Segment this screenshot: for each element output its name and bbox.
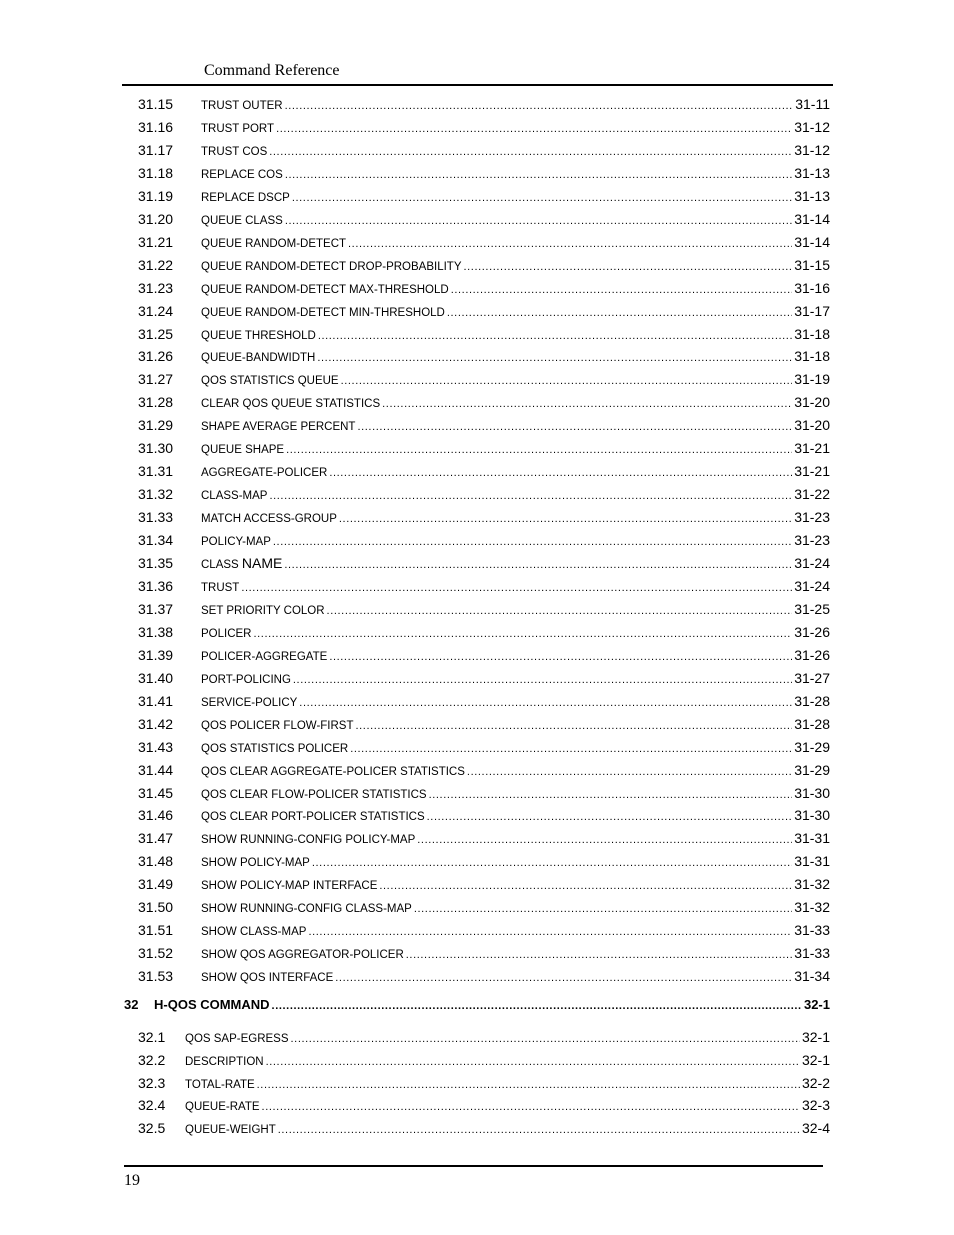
toc-entry[interactable]	[138, 624, 830, 644]
dot-leader	[382, 398, 792, 410]
dot-leader	[293, 674, 792, 686]
dot-leader	[269, 490, 792, 502]
toc-entry[interactable]	[138, 693, 830, 713]
toc-chapter-32[interactable]	[124, 997, 830, 1017]
entry-title	[201, 398, 380, 410]
entry-page: 31-30	[794, 784, 830, 801]
entry-page: 31-31	[794, 830, 830, 847]
entry-title-text: TRUST OUTER	[201, 100, 283, 112]
entry-page: 31-31	[794, 853, 830, 870]
entry-number: 31.30	[138, 440, 174, 457]
toc-entry[interactable]	[138, 394, 830, 414]
entry-title	[201, 789, 427, 801]
toc-entry[interactable]	[138, 1075, 830, 1095]
chapter-title: H-QOS COMMAND	[154, 997, 270, 1012]
entry-page: 31-33	[794, 922, 830, 939]
entry-title	[201, 857, 310, 869]
entry-number: 31.48	[138, 853, 174, 870]
entry-title-text: QUEUE RANDOM-DETECT MAX-THRESHOLD	[201, 283, 449, 296]
entry-title-text: SHOW RUNNING-CONFIG CLASS-MAP	[201, 903, 412, 916]
entry-title-text: TRUST	[201, 581, 240, 594]
entry-page: 31-25	[794, 600, 830, 617]
entry-title-text: POLICER	[201, 627, 252, 640]
entry-page: 31-34	[794, 968, 830, 985]
entry-page: 31-29	[794, 761, 830, 778]
entry-number: 31.37	[138, 600, 174, 617]
dot-leader	[350, 743, 792, 755]
dot-leader	[429, 789, 793, 801]
dot-leader	[447, 307, 792, 319]
entry-title-text: QUEUE THRESHOLD	[201, 329, 316, 342]
dot-leader	[278, 1124, 800, 1136]
entry-title-text: QOS CLEAR AGGREGATE-POLICER STATISTICS	[201, 765, 465, 778]
entry-number: 31.44	[138, 761, 174, 778]
toc-entry[interactable]	[138, 509, 830, 529]
entry-title	[201, 697, 297, 709]
entry-title-text: AGGREGATE-POLICER	[201, 467, 328, 480]
toc-entry[interactable]	[138, 1097, 830, 1117]
toc-entry[interactable]	[138, 762, 830, 782]
dot-leader	[266, 1056, 800, 1068]
entry-page: 31-27	[794, 669, 830, 686]
entry-title-text: SET PRIORITY COLOR	[201, 604, 325, 617]
entry-page: 31-15	[794, 256, 830, 273]
entry-title	[185, 1101, 260, 1113]
entry-title	[201, 215, 283, 227]
entry-title	[201, 330, 316, 342]
entry-title-text: CLEAR QOS QUEUE STATISTICS	[201, 398, 381, 411]
dot-leader	[317, 352, 792, 364]
toc-entry[interactable]	[138, 165, 830, 185]
dot-leader	[357, 421, 792, 433]
entry-title-text: SHOW POLICY-MAP	[201, 857, 310, 870]
entry-number: 31.15	[138, 96, 174, 112]
entry-title-text: QUEUE-BANDWIDTH	[201, 352, 316, 365]
entry-page: 31-32	[794, 876, 830, 893]
entry-number: 32.3	[138, 1074, 166, 1091]
entry-number: 32.2	[138, 1051, 166, 1068]
toc-entry[interactable]	[138, 440, 830, 460]
entry-title-text: CLASS-MAP	[201, 490, 268, 503]
entry-title	[201, 743, 348, 755]
entry-page: 31-20	[794, 417, 830, 434]
entry-title	[201, 880, 377, 892]
entry-page: 31-13	[794, 164, 830, 181]
entry-title	[201, 146, 267, 158]
dot-leader	[379, 880, 792, 892]
dot-leader	[273, 536, 792, 548]
entry-title-text: TOTAL-RATE	[185, 1078, 255, 1091]
entry-title-text: QUEUE RANDOM-DETECT DROP-PROBABILITY	[201, 260, 462, 273]
entry-page: 32-2	[801, 1074, 830, 1091]
entry-page: 31-28	[794, 715, 830, 732]
footer-page-number: 19	[124, 1172, 140, 1189]
toc-entry[interactable]	[138, 417, 830, 437]
dot-leader	[318, 330, 792, 342]
entry-number: 31.16	[138, 118, 174, 135]
entry-page: 31-22	[794, 486, 830, 503]
entry-number: 32.5	[138, 1120, 166, 1136]
entry-page: 32-3	[801, 1097, 830, 1114]
entry-number: 31.50	[138, 899, 174, 916]
dot-leader	[272, 1000, 802, 1012]
toc-entry[interactable]	[138, 119, 830, 139]
entry-page: 31-28	[794, 692, 830, 709]
entry-title-text: TRUST COS	[201, 145, 268, 158]
dot-leader	[292, 192, 792, 204]
entry-title-text: SHOW CLASS-MAP	[201, 926, 307, 939]
dot-leader	[356, 720, 793, 732]
dot-leader	[269, 146, 792, 158]
entry-title	[201, 972, 333, 984]
entry-title	[201, 284, 449, 296]
entry-page: 31-14	[794, 210, 830, 227]
entry-page: 31-23	[794, 509, 830, 526]
dot-leader	[329, 651, 792, 663]
entry-page: 31-17	[794, 302, 830, 319]
entry-title	[201, 605, 325, 617]
entry-number: 31.40	[138, 669, 174, 686]
entry-title	[201, 352, 315, 364]
entry-title	[201, 238, 346, 250]
entry-title	[185, 1033, 289, 1045]
dot-leader	[464, 261, 793, 273]
entry-number: 31.52	[138, 945, 174, 962]
entry-title	[201, 651, 327, 663]
entry-page: 31-11	[795, 96, 830, 112]
entry-title-text: QUEUE SHAPE	[201, 444, 285, 457]
entry-page: 31-12	[794, 118, 830, 135]
entry-page: 31-21	[794, 440, 830, 457]
entry-page: 31-23	[794, 532, 830, 549]
toc-entry[interactable]	[138, 785, 830, 805]
entry-title	[201, 582, 239, 594]
entry-title-text: REPLACE COS	[201, 168, 283, 181]
dot-leader	[262, 1101, 800, 1113]
entry-title-text: DESCRIPTION	[185, 1055, 264, 1068]
entry-page: 31-21	[794, 463, 830, 480]
entry-number: 31.51	[138, 922, 174, 939]
entry-number: 31.33	[138, 509, 174, 526]
toc-entry[interactable]	[138, 899, 830, 919]
entry-number: 31.46	[138, 807, 174, 824]
entry-title-text: SHOW RUNNING-CONFIG POLICY-MAP	[201, 834, 416, 847]
entry-number: 31.19	[138, 187, 174, 204]
dot-leader	[285, 100, 794, 112]
toc-entry[interactable]	[138, 647, 830, 667]
entry-title	[201, 490, 267, 502]
entry-number: 31.31	[138, 463, 174, 480]
entry-title-text: CLASS	[201, 559, 239, 571]
entry-title-text: QUEUE RANDOM-DETECT	[201, 237, 347, 250]
dot-leader	[276, 123, 792, 135]
entry-title-text: MATCH ACCESS-GROUP	[201, 513, 337, 526]
entry-number: 31.27	[138, 371, 174, 388]
entry-title	[201, 123, 274, 135]
dot-leader	[339, 513, 792, 525]
entry-number: 31.28	[138, 394, 174, 411]
toc-entry[interactable]	[138, 348, 830, 368]
entry-number: 32.4	[138, 1097, 166, 1114]
entry-number: 31.39	[138, 646, 174, 663]
entry-title-text: QOS STATISTICS POLICER	[201, 742, 349, 755]
footer-rule	[124, 1165, 823, 1167]
entry-title	[201, 467, 327, 479]
dot-leader	[257, 1079, 800, 1091]
entry-title-suffix: NAME	[241, 555, 283, 571]
entry-title	[185, 1056, 264, 1068]
dot-leader	[299, 697, 792, 709]
dot-leader	[417, 834, 792, 846]
dot-leader	[286, 444, 792, 456]
entry-number: 31.22	[138, 256, 174, 273]
entry-title-text: QOS STATISTICS QUEUE	[201, 375, 339, 388]
entry-title-text: REPLACE DSCP	[201, 191, 290, 204]
entry-title	[201, 834, 415, 846]
toc-entry[interactable]	[138, 716, 830, 736]
entry-title-text: QUEUE-WEIGHT	[185, 1124, 276, 1136]
entry-page: 31-20	[794, 394, 830, 411]
toc-entry[interactable]	[138, 945, 830, 965]
toc-entry[interactable]	[138, 463, 830, 483]
entry-title	[201, 811, 425, 823]
toc-entry[interactable]	[138, 1052, 830, 1072]
dot-leader	[348, 238, 792, 250]
entry-title-text: QOS SAP-EGRESS	[185, 1033, 289, 1045]
entry-title-text: QUEUE RANDOM-DETECT MIN-THRESHOLD	[201, 306, 445, 319]
entry-page: 31-30	[794, 807, 830, 824]
entry-number: 31.17	[138, 141, 174, 158]
entry-page: 31-12	[794, 141, 830, 158]
entry-title-text: QOS CLEAR PORT-POLICER STATISTICS	[201, 811, 425, 824]
entry-title-text: SERVICE-POLICY	[201, 696, 298, 709]
entry-number: 31.20	[138, 210, 174, 227]
entry-number: 32.1	[138, 1029, 166, 1045]
entry-title-text: QOS POLICER FLOW-FIRST	[201, 719, 354, 732]
dot-leader	[341, 375, 793, 387]
entry-number: 31.34	[138, 532, 174, 549]
entry-number: 31.29	[138, 417, 174, 434]
entry-number: 31.53	[138, 968, 174, 985]
entry-title	[201, 444, 284, 456]
entry-page: 32-4	[801, 1120, 830, 1136]
entry-page: 31-24	[794, 577, 830, 594]
dot-leader	[406, 949, 792, 961]
toc-entry[interactable]	[138, 326, 830, 346]
toc-entry[interactable]	[138, 1120, 830, 1140]
entry-number: 31.35	[138, 555, 174, 571]
entry-title-text: QUEUE CLASS	[201, 214, 283, 227]
entry-number: 31.32	[138, 486, 174, 503]
toc-entry[interactable]	[138, 188, 830, 208]
entry-number: 31.36	[138, 577, 174, 594]
entry-title-text: SHAPE AVERAGE PERCENT	[201, 421, 356, 434]
entry-title	[201, 100, 283, 112]
toc-entry[interactable]	[138, 601, 830, 621]
entry-page: 31-19	[794, 371, 830, 388]
dot-leader	[284, 559, 792, 571]
entry-page: 32-1	[801, 1051, 830, 1068]
toc-entry[interactable]	[138, 486, 830, 506]
entry-title-text: SHOW QOS INTERFACE	[201, 972, 334, 985]
entry-number: 31.41	[138, 692, 174, 709]
toc-entry[interactable]	[138, 555, 830, 575]
entry-title	[201, 949, 404, 961]
entry-title	[201, 674, 291, 686]
entry-page: 31-24	[794, 555, 830, 571]
entry-number: 31.43	[138, 738, 174, 755]
entry-title	[201, 903, 412, 915]
entry-title-text: POLICER-AGGREGATE	[201, 650, 328, 663]
entry-title-text: TRUST PORT	[201, 122, 275, 135]
entry-number: 31.23	[138, 279, 174, 296]
dot-leader	[467, 766, 792, 778]
dot-leader	[254, 628, 793, 640]
dot-leader	[285, 215, 792, 227]
toc-entry[interactable]	[138, 670, 830, 690]
dot-leader	[451, 284, 792, 296]
entry-number: 31.47	[138, 830, 174, 847]
entry-number: 31.26	[138, 348, 174, 365]
entry-title	[201, 192, 290, 204]
entry-title	[201, 307, 445, 319]
toc-entry[interactable]	[138, 234, 830, 254]
entry-title	[201, 421, 355, 433]
dot-leader	[241, 582, 792, 594]
entry-title	[201, 926, 306, 938]
toc-entry[interactable]	[138, 532, 830, 552]
chapter-number: 32	[124, 997, 139, 1012]
dot-leader	[414, 903, 792, 915]
entry-title	[201, 169, 283, 181]
entry-title	[185, 1079, 255, 1091]
toc-entry[interactable]	[138, 578, 830, 598]
toc-entry[interactable]	[138, 1029, 830, 1049]
chapter-page: 32-1	[803, 997, 830, 1012]
entry-number: 31.21	[138, 233, 174, 250]
entry-title-text: SHOW POLICY-MAP INTERFACE	[201, 880, 378, 893]
entry-number: 31.49	[138, 876, 174, 893]
entry-title	[201, 628, 252, 640]
dot-leader	[327, 605, 793, 617]
entry-number: 31.24	[138, 302, 174, 319]
dot-leader	[335, 972, 792, 984]
entry-page: 31-13	[794, 187, 830, 204]
entry-number: 31.45	[138, 784, 174, 801]
entry-number: 31.18	[138, 164, 174, 181]
toc-entry[interactable]	[138, 303, 830, 323]
toc-entry[interactable]	[138, 96, 830, 116]
entry-title	[201, 261, 462, 273]
toc-entry[interactable]	[138, 853, 830, 873]
toc-entry[interactable]	[138, 211, 830, 231]
entry-title	[201, 555, 282, 571]
entry-page: 31-14	[794, 233, 830, 250]
entry-title-text: POLICY-MAP	[201, 536, 271, 549]
running-header-title: Command Reference	[204, 62, 340, 79]
entry-number: 31.38	[138, 623, 174, 640]
entry-number: 31.42	[138, 715, 174, 732]
entry-number: 31.25	[138, 325, 174, 342]
entry-title	[201, 720, 354, 732]
dot-leader	[427, 811, 793, 823]
header-rule	[122, 84, 833, 86]
toc-entry[interactable]	[138, 257, 830, 277]
entry-title-text: SHOW QOS AGGREGATOR-POLICER	[201, 949, 404, 962]
entry-page: 31-33	[794, 945, 830, 962]
toc-entry[interactable]	[138, 280, 830, 300]
toc-entry[interactable]	[138, 968, 830, 988]
toc-entry[interactable]	[138, 739, 830, 759]
entry-title	[201, 536, 271, 548]
entry-title-text: QOS CLEAR FLOW-POLICER STATISTICS	[201, 788, 427, 801]
entry-title-text: PORT-POLICING	[201, 673, 291, 686]
entry-title	[201, 766, 465, 778]
toc-entry[interactable]	[138, 830, 830, 850]
entry-title	[201, 513, 337, 525]
dot-leader	[291, 1033, 800, 1045]
entry-page: 31-16	[794, 279, 830, 296]
entry-page: 31-18	[794, 348, 830, 365]
dot-leader	[285, 169, 792, 181]
entry-page: 32-1	[801, 1029, 830, 1045]
entry-page: 31-26	[794, 646, 830, 663]
toc-entry[interactable]	[138, 142, 830, 162]
entry-page: 31-32	[794, 899, 830, 916]
entry-page: 31-26	[794, 623, 830, 640]
entry-page: 31-29	[794, 738, 830, 755]
toc-entry[interactable]	[138, 371, 830, 391]
dot-leader	[329, 467, 792, 479]
entry-title	[185, 1124, 276, 1136]
toc-entry[interactable]	[138, 807, 830, 827]
entry-title-text: QUEUE-RATE	[185, 1101, 260, 1114]
entry-page: 31-18	[794, 325, 830, 342]
entry-title	[201, 375, 339, 387]
toc-entry[interactable]	[138, 922, 830, 942]
dot-leader	[308, 926, 792, 938]
toc-entry[interactable]	[138, 876, 830, 896]
dot-leader	[312, 857, 792, 869]
